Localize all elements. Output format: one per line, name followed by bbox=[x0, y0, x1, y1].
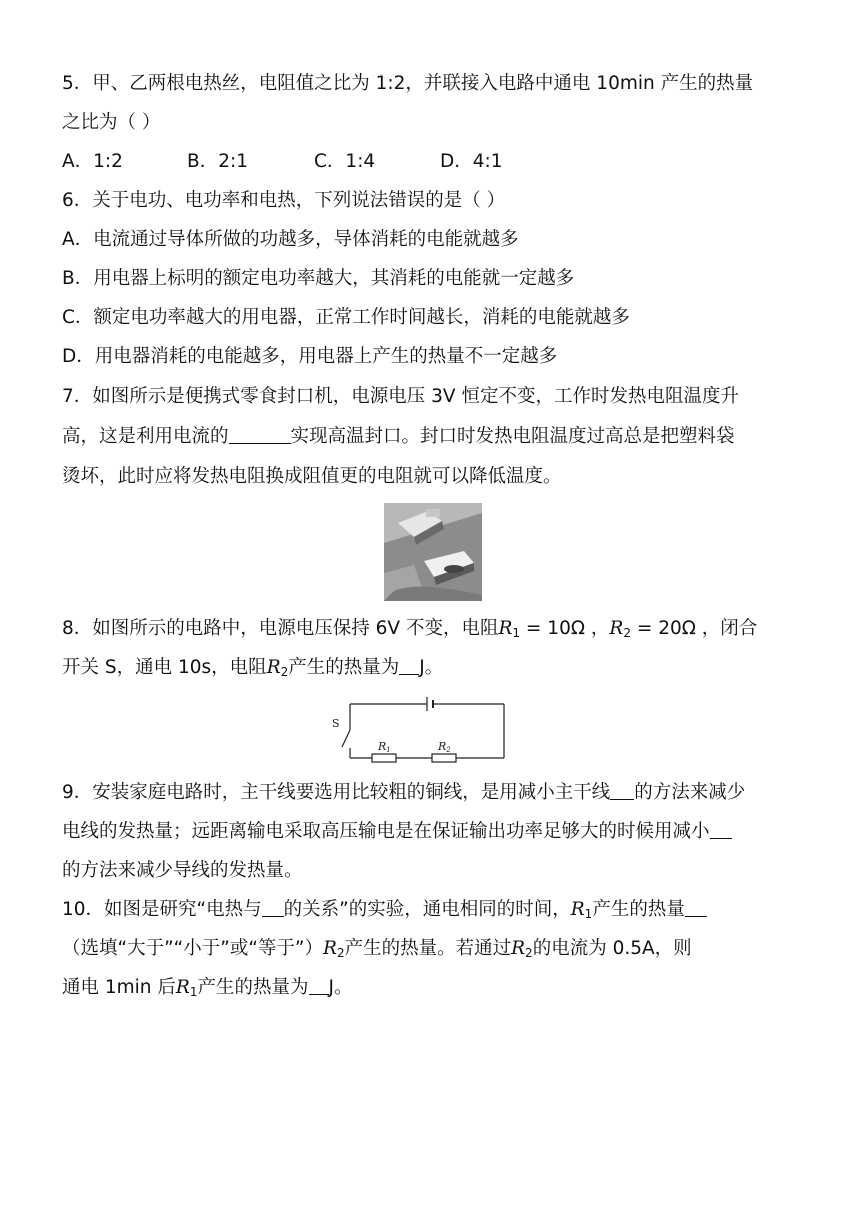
q10-r2-subscript: 2 bbox=[336, 946, 345, 960]
q10-r1-symbol-2: R bbox=[175, 977, 190, 998]
q10-stem-line3 bbox=[62, 975, 352, 1005]
q10-r1-subscript: 1 bbox=[584, 907, 593, 921]
q7-stem-line3: 烫坏，此时应将发热电阻换成阻值更的电阻就可以降低温度。 bbox=[62, 466, 562, 487]
q9-text-1: 9．安装家庭电路时，主干线要选用比较粗的铜线，是用减小主干线 bbox=[62, 782, 611, 803]
q8-r1-subscript: 1 bbox=[512, 626, 521, 640]
q10-unit: J。 bbox=[328, 977, 353, 998]
q10-stem-line1 bbox=[62, 897, 707, 927]
sealer-photo bbox=[384, 503, 482, 601]
r1-label bbox=[377, 740, 391, 754]
r1-label-letter: R bbox=[378, 740, 387, 753]
q8-r1-value: = 10Ω ， bbox=[520, 618, 610, 639]
q10-r1-subscript-2: 1 bbox=[189, 985, 198, 999]
q10-answer-blank-2 bbox=[685, 898, 707, 917]
q9-answer-blank-1 bbox=[610, 781, 634, 800]
q6-option-a: A．电流通过导体所做的功越多，导体消耗的电能就越多 bbox=[62, 229, 519, 250]
r2-label-letter: R bbox=[438, 740, 447, 753]
q8-text-2: 开关 S，通电 10s，电阻 bbox=[62, 657, 267, 678]
q9-text-2: 的方法来减少 bbox=[634, 782, 746, 803]
q6-option-c: C．额定电功率越大的用电器，正常工作时间越长，消耗的电能就越多 bbox=[62, 307, 630, 328]
q5-option-d: D．4:1 bbox=[440, 151, 503, 172]
resistor-r1 bbox=[372, 754, 396, 762]
q10-text-7: 通电 1min 后 bbox=[62, 977, 176, 998]
q6-option-b: B．用电器上标明的额定电功率越大，其消耗的电能就一定越多 bbox=[62, 268, 575, 289]
q5-stem-line2: 之比为（ ） bbox=[62, 112, 161, 133]
q10-stem-line2 bbox=[62, 936, 692, 966]
q6-stem: 6．关于电功、电功率和电热，下列说法错误的是（ ） bbox=[62, 190, 506, 211]
q5-option-b: B．2:1 bbox=[187, 151, 248, 172]
q8-text-3: 产生的热量为 bbox=[288, 657, 400, 678]
q10-answer-blank-1 bbox=[262, 898, 284, 917]
q9-stem-line2 bbox=[62, 819, 732, 845]
q10-text-1: 10．如图是研究“电热与 bbox=[62, 899, 262, 920]
q10-r2-subscript-2: 2 bbox=[525, 946, 533, 960]
q10-text-8: 产生的热量为 bbox=[197, 977, 309, 998]
q9-stem-line1 bbox=[62, 780, 745, 806]
q8-circuit-diagram bbox=[330, 690, 520, 766]
q7-answer-blank bbox=[229, 425, 291, 444]
q10-r2-symbol: R bbox=[323, 938, 337, 959]
q10-r2-symbol-2: R bbox=[511, 938, 526, 959]
q7-stem-line2 bbox=[62, 424, 735, 450]
q9-text-3: 电线的发热量；远距离输电采取高压输电是在保证输出功率足够大的时候用减小 bbox=[62, 821, 710, 842]
q5-stem-line1: 5．甲、乙两根电热丝，电阻值之比为 1:2，并联接入电路中通电 10min 产生的热量 bbox=[62, 73, 754, 94]
q10-text-5: 产生的热量。若通过 bbox=[344, 938, 512, 959]
q7-text-before-blank: 高，这是利用电流的 bbox=[62, 426, 229, 447]
q8-r2-value: = 20Ω ，闭合 bbox=[630, 618, 758, 639]
q8-answer-blank bbox=[399, 656, 419, 675]
q7-text-after-blank: 实现高温封口。封口时发热电阻温度过高总是把塑料袋 bbox=[290, 426, 735, 447]
q10-r1-symbol: R bbox=[570, 899, 585, 920]
q7-stem-line1: 7．如图所示是便携式零食封口机，电源电压 3V 恒定不变，工作时发热电阻温度升 bbox=[62, 386, 739, 407]
q8-r2-subscript-2: 2 bbox=[280, 665, 289, 679]
r1-label-subscript: 1 bbox=[386, 746, 391, 754]
q8-stem-line2 bbox=[62, 655, 443, 685]
q10-text-3: 产生的热量 bbox=[592, 899, 685, 920]
r2-label bbox=[437, 740, 451, 754]
q10-text-4: （选填“大于”“小于”或“等于”） bbox=[62, 938, 324, 959]
q8-r2-symbol: R bbox=[609, 618, 624, 639]
q10-text-2: 的关系”的实验，通电相同的时间， bbox=[283, 899, 571, 920]
q8-r2-subscript: 2 bbox=[623, 626, 631, 640]
r2-label-subscript: 2 bbox=[446, 746, 451, 754]
q10-answer-blank-3 bbox=[309, 976, 329, 995]
q8-stem-line1 bbox=[62, 616, 757, 646]
q8-r2-symbol-2: R bbox=[266, 657, 281, 678]
q10-text-6: 的电流为 0.5A，则 bbox=[532, 938, 692, 959]
sealer-photo-drawing bbox=[384, 503, 482, 601]
q8-unit: J。 bbox=[419, 657, 444, 678]
q5-option-c: C．1:4 bbox=[314, 151, 376, 172]
q8-r1-symbol: R bbox=[498, 618, 513, 639]
q5-option-a: A．1:2 bbox=[62, 151, 123, 172]
switch-label: S bbox=[332, 717, 340, 730]
switch-blade bbox=[342, 730, 350, 747]
q6-option-d: D．用电器消耗的电能越多，用电器上产生的热量不一定越多 bbox=[62, 346, 558, 367]
resistor-r2 bbox=[432, 754, 456, 762]
q9-stem-line3: 的方法来减少导线的发热量。 bbox=[62, 860, 303, 881]
q8-text-1: 8．如图所示的电路中，电源电压保持 6V 不变，电阻 bbox=[62, 618, 499, 639]
q9-answer-blank-2 bbox=[710, 820, 732, 839]
